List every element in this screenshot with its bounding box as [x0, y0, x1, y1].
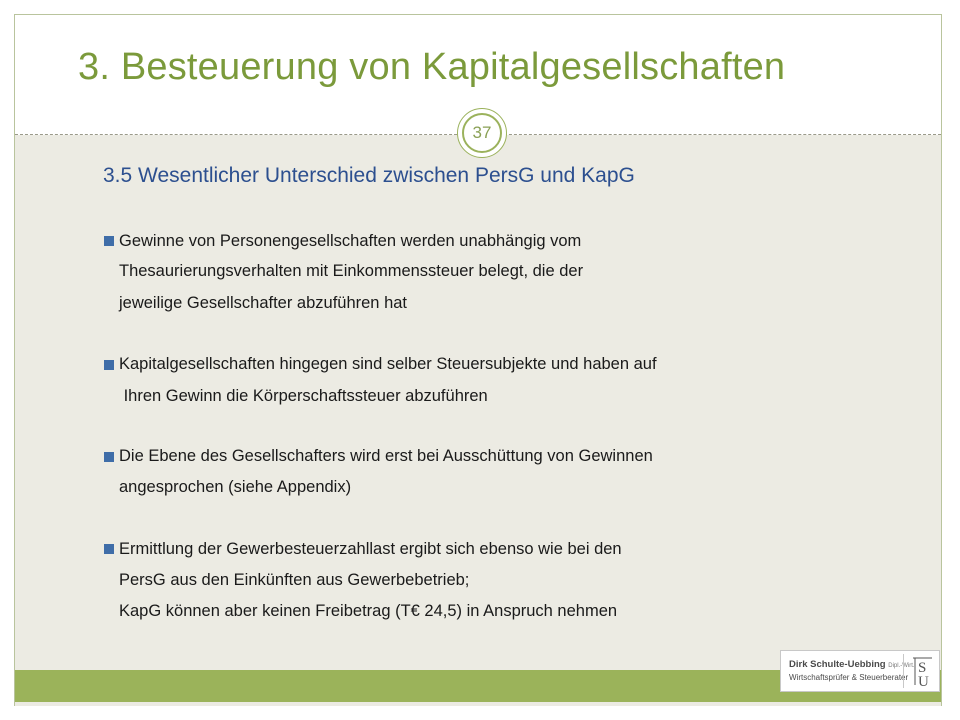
logo-name-text: Dirk Schulte-Uebbing — [789, 659, 886, 670]
svg-text:S: S — [918, 660, 927, 676]
bullet-square-icon — [104, 452, 114, 462]
logo-degree: Dipl.-Wirt. — [888, 663, 915, 669]
bullet-text-line: KapG können aber keinen Freibetrag (T€ 24,5) in Anspruch nehmen — [119, 602, 618, 620]
page-number: 37 — [462, 113, 502, 153]
footer-strip — [15, 702, 941, 706]
logo-role: Wirtschaftsprüfer & Steuerberater — [789, 673, 909, 682]
bullet-text-line: Gewinne von Personengesellschaften werden unabhängig vom — [119, 232, 582, 250]
bullet-text-line: Ihren Gewinn die Körperschaftssteuer abzuführen — [119, 387, 488, 405]
svg-text:U: U — [918, 674, 929, 687]
bullet-square-icon — [104, 236, 114, 246]
bullet-text-line: Thesaurierungsverhalten mit Einkommenssteuer belegt, die der — [119, 262, 584, 280]
su-monogram-icon — [903, 654, 937, 688]
bullet-text-line: Die Ebene des Gesellschafters wird erst bei Ausschüttung von Gewinnen — [119, 447, 653, 465]
section-subtitle: 3.5 Wesentlicher Unterschied zwischen PersG und KapG — [103, 164, 635, 187]
company-logo — [780, 650, 940, 692]
bullet-text-line: jeweilige Gesellschafter abzuführen hat — [119, 294, 408, 312]
bullet-text-line: angesprochen (siehe Appendix) — [119, 478, 352, 496]
bullet-text-line: PersG aus den Einkünften aus Gewerbebetrieb; — [119, 571, 470, 589]
bullet-text-line: Kapitalgesellschaften hingegen sind selber Steuersubjekte und haben auf — [119, 355, 657, 373]
slide-title: 3. Besteuerung von Kapitalgesellschaften — [78, 46, 786, 88]
bullet-square-icon — [104, 544, 114, 554]
page-number-badge — [457, 108, 507, 158]
bullet-text-line: Ermittlung der Gewerbesteuerzahllast ergibt sich ebenso wie bei den — [119, 540, 622, 558]
logo-name — [789, 659, 915, 670]
bullet-square-icon — [104, 360, 114, 370]
